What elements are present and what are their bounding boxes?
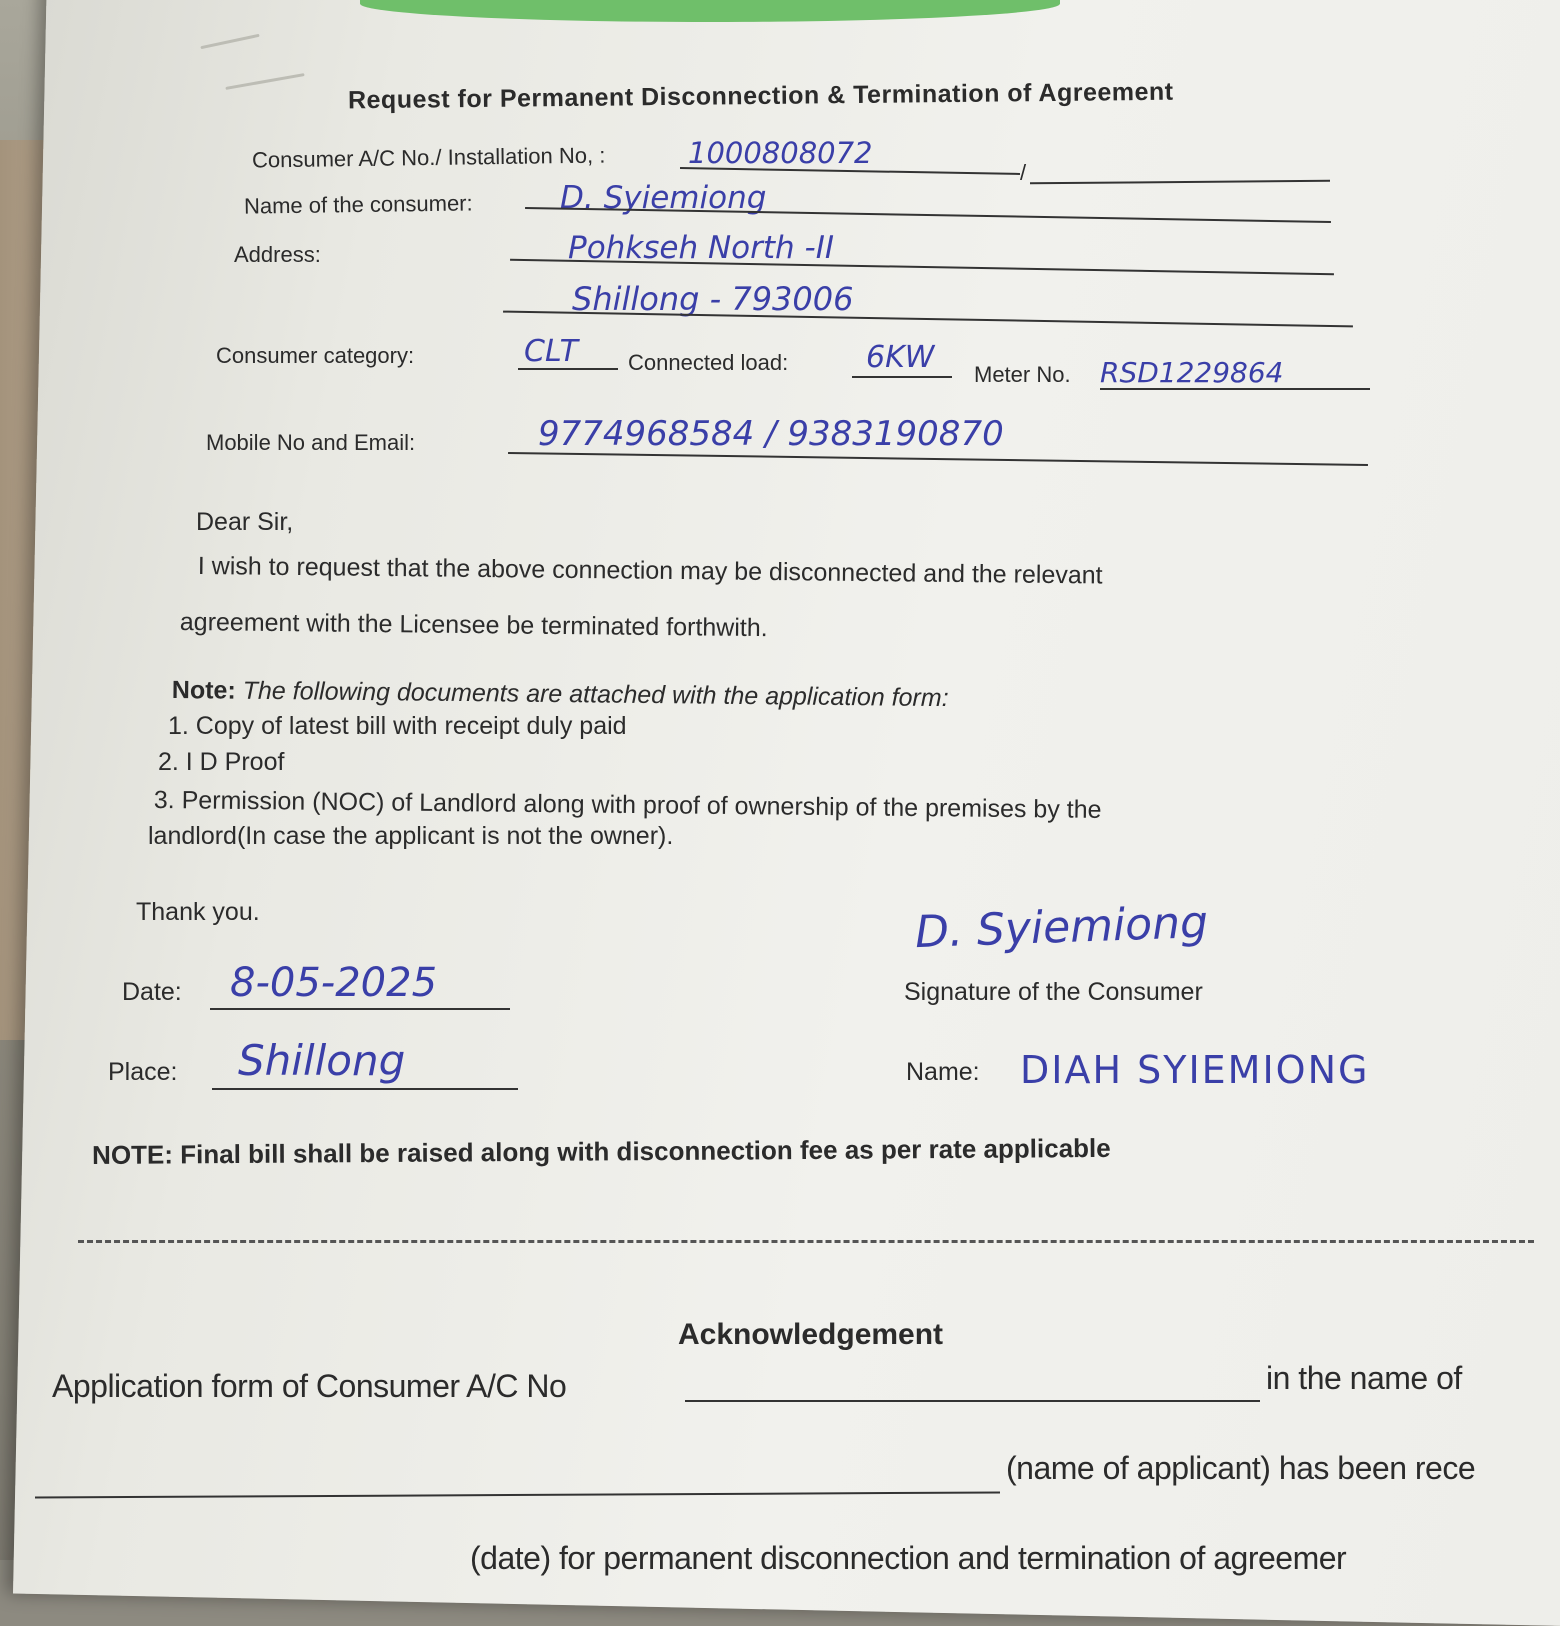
thank-you-text: Thank you.	[136, 898, 260, 926]
pen-mark	[200, 34, 259, 49]
category-label: Consumer category:	[216, 343, 415, 368]
note-item-2: 2. I D Proof	[158, 748, 285, 776]
date-label: Date:	[122, 978, 182, 1006]
signature-label: Signature of the Consumer	[904, 978, 1203, 1006]
consumer-name-closing-value: DIAH SYIEMIONG	[1020, 1048, 1370, 1092]
connected-load-underline	[852, 376, 952, 378]
mobile-underline	[508, 452, 1368, 466]
connected-load-label: Connected load:	[628, 350, 789, 375]
ack-line1-end: in the name of	[1266, 1360, 1462, 1396]
address-line1-underline	[510, 259, 1334, 275]
note-intro: The following documents are attached with the application form:	[235, 676, 949, 713]
meter-value: RSD1229864	[1100, 356, 1284, 389]
note-label: Note:	[171, 676, 236, 705]
form-title: Request for Permanent Disconnection & Termination of Agreement	[347, 77, 1174, 115]
ack-account-underline	[685, 1400, 1260, 1402]
address-label: Address:	[234, 242, 321, 267]
place-label: Place:	[108, 1058, 178, 1086]
cut-line	[78, 1240, 1534, 1243]
meter-label: Meter No.	[974, 362, 1071, 387]
note-item-3-continued: landlord(In case the applicant is not the owner).	[148, 822, 674, 850]
letter-body-line2: agreement with the Licensee be terminated forthwith.	[179, 608, 768, 643]
ack-line2-end: (name of applicant) has been rece	[1006, 1450, 1476, 1486]
pen-mark	[225, 73, 304, 90]
green-paper-edge	[360, 0, 1060, 22]
connected-load-value: 6KW	[866, 340, 935, 375]
address-line1-value: Pohkseh North -II	[568, 230, 835, 266]
consumer-name-closing-label: Name:	[906, 1058, 980, 1086]
account-value: 1000808072	[688, 136, 873, 170]
consumer-signature: D. Syiemiong	[914, 896, 1209, 959]
date-underline	[210, 1008, 510, 1010]
category-underline	[518, 368, 618, 370]
consumer-name-value: D. Syiemiong	[560, 180, 767, 216]
account-separator: /	[1020, 160, 1027, 185]
ack-applicant-underline	[35, 1491, 1000, 1498]
ack-line3-partial: (date) for permanent disconnection and termination of agreemer	[470, 1540, 1347, 1576]
final-bill-note: NOTE: Final bill shall be raised along with disconnection fee as per rate applicable	[92, 1132, 1111, 1170]
place-underline	[212, 1088, 518, 1090]
note-item-3: 3. Permission (NOC) of Landlord along with proof of ownership of the premises by the	[153, 786, 1102, 824]
ack-line1-start: Application form of Consumer A/C No	[52, 1368, 567, 1404]
date-value: 8-05-2025	[230, 960, 438, 1006]
note-line	[172, 676, 949, 713]
address-line2-value: Shillong - 793006	[572, 280, 854, 318]
address-line2-underline	[503, 311, 1353, 328]
acknowledgement-heading: Acknowledgement	[678, 1318, 944, 1351]
mobile-label: Mobile No and Email:	[206, 430, 416, 455]
letter-body-line1: I wish to request that the above connection may be disconnected and the relevant	[197, 552, 1103, 590]
installation-underline	[1030, 180, 1330, 185]
account-label: Consumer A/C No./ Installation No, :	[251, 142, 606, 173]
note-item-1: 1. Copy of latest bill with receipt duly paid	[168, 712, 627, 740]
category-value: CLT	[524, 334, 578, 369]
mobile-value: 9774968584 / 9383190870	[538, 414, 1004, 454]
meter-underline	[1100, 388, 1370, 390]
salutation: Dear Sir,	[196, 508, 294, 536]
consumer-name-label: Name of the consumer:	[243, 190, 473, 219]
place-value: Shillong	[238, 1036, 406, 1085]
